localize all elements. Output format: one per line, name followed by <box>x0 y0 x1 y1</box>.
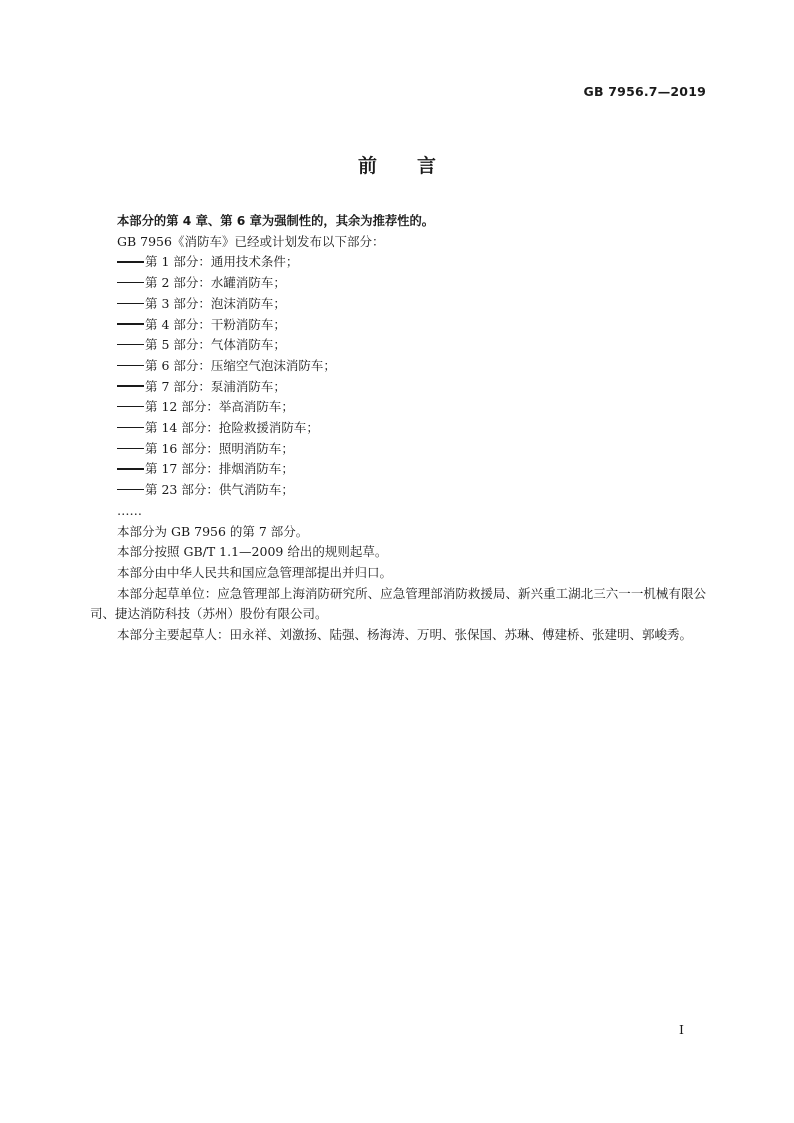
list-item: 第 14 部分：抢险救援消防车； <box>90 418 706 439</box>
paragraph-proposer: 本部分由中华人民共和国应急管理部提出并归口。 <box>117 564 393 580</box>
list-item: 第 16 部分：照明消防车； <box>90 439 706 460</box>
em-dash-marker <box>117 282 144 283</box>
em-dash-marker <box>117 261 144 262</box>
em-dash-marker <box>117 323 144 324</box>
list-item: 第 17 部分：排烟消防车； <box>90 459 706 480</box>
list-item: 第 1 部分：通用技术条件； <box>90 252 706 273</box>
paragraph-drafting-units: 本部分起草单位：应急管理部上海消防研究所、应急管理部消防救援局、新兴重工湖北三六一一机械有限公司、捷达消防科技（苏州）股份有限公司。 <box>90 585 706 622</box>
em-dash-marker <box>117 468 144 469</box>
em-dash-marker <box>117 344 144 345</box>
page-title: 前言 <box>357 155 476 177</box>
em-dash-marker <box>117 365 144 366</box>
em-dash-marker <box>117 489 144 490</box>
paragraph-drafting-rules: 本部分按照 GB/T 1.1—2009 给出的规则起草。 <box>117 544 388 560</box>
foreword-content <box>90 211 706 646</box>
em-dash-marker <box>117 385 144 386</box>
series-intro: GB 7956《消防车》已经或计划发布以下部分： <box>117 233 385 249</box>
list-item: 第 4 部分：干粉消防车； <box>90 315 706 336</box>
em-dash-marker <box>117 448 144 449</box>
em-dash-marker <box>117 427 144 428</box>
list-item: 第 5 部分：气体消防车； <box>90 335 706 356</box>
paragraph-drafters: 本部分主要起草人：田永祥、刘激扬、陆强、杨海涛、万明、张保国、苏琳、傅建桥、张建明、郭峻秀。 <box>117 627 693 643</box>
list-item: 第 3 部分：泡沫消防车； <box>90 294 706 315</box>
list-item: 第 23 部分：供气消防车； <box>90 480 706 501</box>
standard-code: GB 7956.7—2019 <box>583 84 706 99</box>
em-dash-marker <box>117 406 144 407</box>
paragraph-part-statement: 本部分为 GB 7956 的第 7 部分。 <box>117 523 309 539</box>
list-item: 第 2 部分：水罐消防车； <box>90 273 706 294</box>
list-item: 第 12 部分：举高消防车； <box>90 397 706 418</box>
page-number: I <box>679 1022 684 1037</box>
mandatory-statement: 本部分的第 4 章、第 6 章为强制性的，其余为推荐性的。 <box>117 214 435 228</box>
list-item: 第 6 部分：压缩空气泡沫消防车； <box>90 356 706 377</box>
em-dash-marker <box>117 303 144 304</box>
ellipsis: …… <box>117 502 142 518</box>
parts-list <box>90 252 706 500</box>
list-item: 第 7 部分：泵浦消防车； <box>90 377 706 398</box>
